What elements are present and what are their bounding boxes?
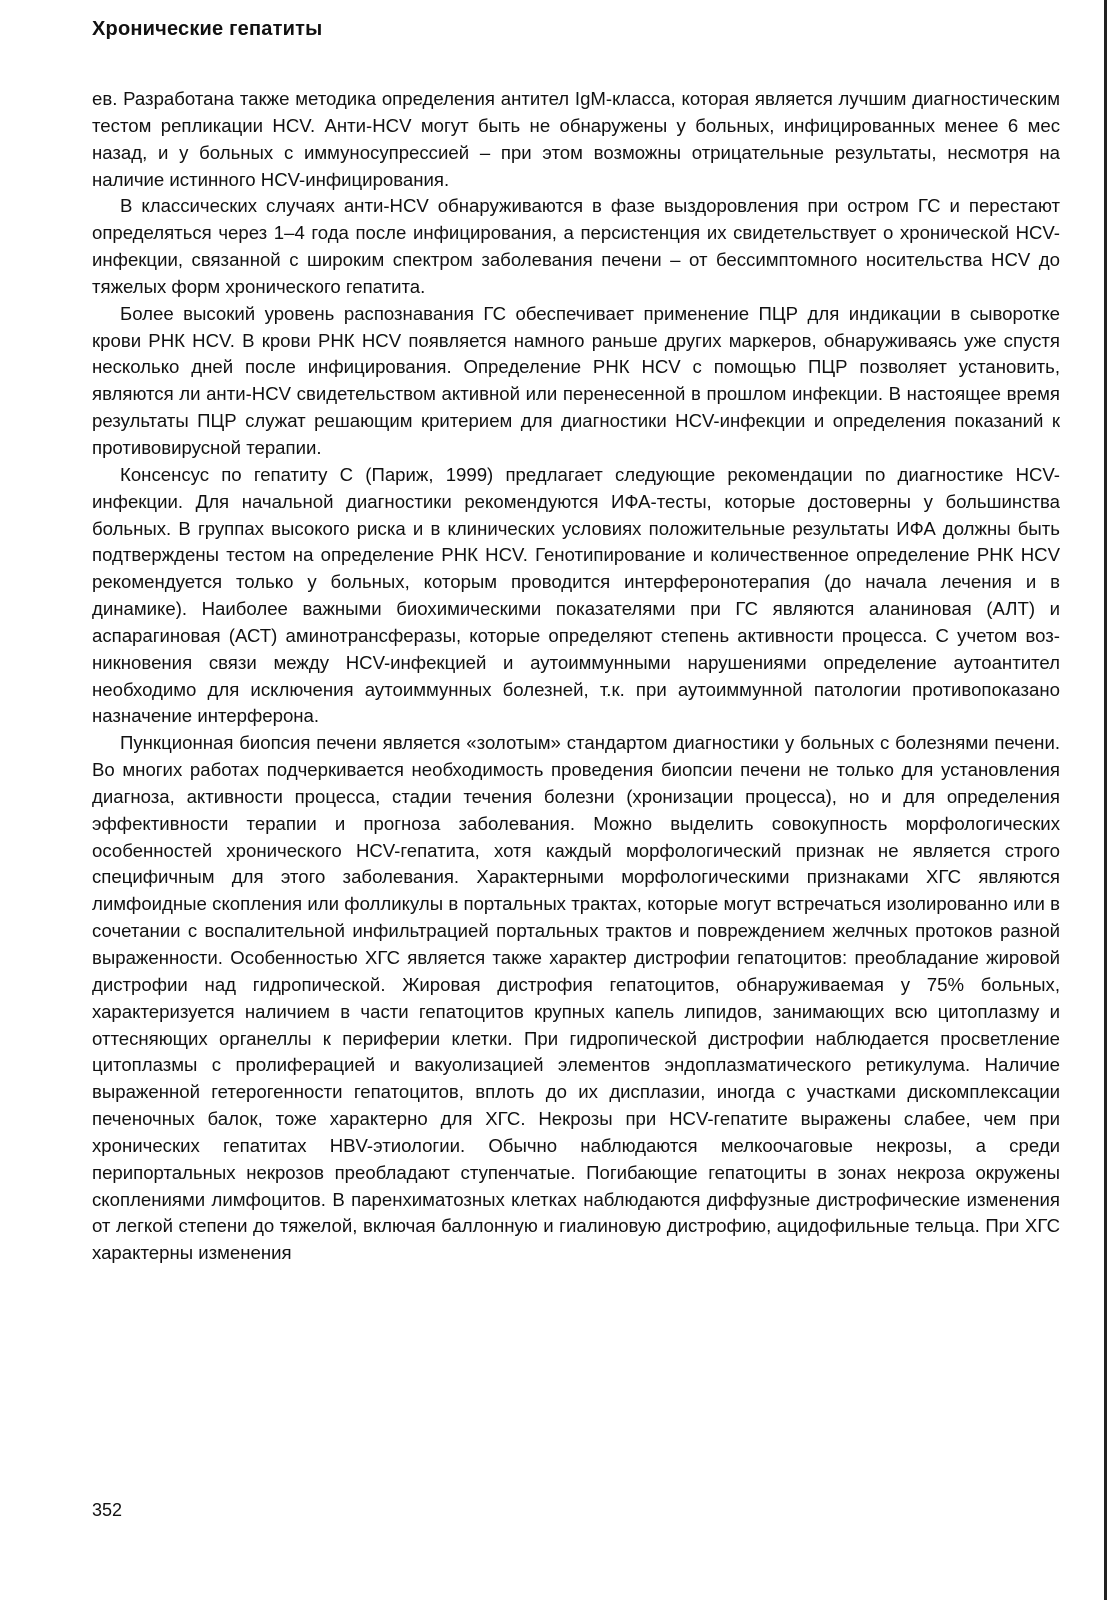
scan-edge-line — [1104, 0, 1107, 1600]
paragraph-5: Пункционная биопсия печени является «золотым» стандартом диагностики у больных с болезнями печени. Во многих работах подчеркивается необходимость проведения биопсии печени не только для установления диагноза, активности процесса, стадии течения болезни (хронизации процесса), но и для определения эффективности терапии и прогноза заболевания. Можно выделить совокупность морфологических особенностей хронического HCV-гепатита, хотя каждый морфологический признак не является строго специфичным для этого заболевания. Характерными морфологическими признаками ХГС являются лимфоидные скопления или фолликулы в портальных трактах, которые могут встречаться изолированно или в сочетании с воспалительной инфильтрацией портальных трактов и повреждением желчных протоков разной выраженности. Особенностью ХГС является также характер дистрофии гепатоцитов: преобладание жировой дистрофии над гидропической. Жировая дистрофия гепатоцитов, обнаруживаемая у 75% больных, характеризуется наличием в части гепатоцитов крупных капель липидов, занимающих всю цитоплазму и оттесняющих органеллы к периферии клетки. При гидропической дистрофии наблюдается просветление цитоплазмы с пролиферацией и вакуолизацией элементов эндоплазматического ретикулума. Наличие выраженной гетерогенности гепатоцитов, вплоть до их дисплазии, иногда с участками дискомплексации печеночных балок, тоже характерно для ХГС. Некрозы при HCV-гепатите выражены слабее, чем при хронических гепатитах HBV-этиологии. Обычно наблюдаются мелкоочаговые некрозы, а среди перипортальных некрозов преобладают ступенчатые. Погибающие гепатоциты в зонах некроза окружены скоплениями лимфоцитов. В паренхиматозных клетках наблюдаются диффузные дистрофические изменения от легкой степени до тяжелой, включая баллонную и гиалиновую дистрофию, ацидофильные тельца. При ХГС характерны изменения — [92, 732, 1060, 1264]
paragraph-2: В классических случаях анти-HCV обнаруживаются в фазе выздоровления при остром ГС и перестают определяться через 1–4 года после инфицирования, а персистенция их свидетельствует о хронической HCV-инфекции, связанной с широким спектром заболевания печени – от бессимптомного носительства HCV до тяжелых форм хронического гепатита. — [92, 195, 1060, 297]
running-head: Хронические гепатиты — [92, 18, 323, 40]
paragraph-3: Более высокий уровень распознавания ГС обеспечивает применение ПЦР для индикации в сыворотке крови РНК HCV. В крови РНК HCV появляется намного раньше других маркеров, обнаруживаясь уже спустя несколько дней после инфицирования. Определение РНК HCV с помощью ПЦР позволяет установить, являются ли анти-HCV свидетельством активной или перенесенной в прошлом инфекции. В настоящее время результаты ПЦР служат решающим критерием для диагностики HCV-инфекции и определения показаний к противовирусной терапии. — [92, 302, 1060, 458]
paragraph-4: Консенсус по гепатиту С (Париж, 1999) предлагает следующие рекомендации по диагностике HCV-инфекции. Для начальной диагностики рекомендуются ИФА-тесты, которые достоверны у большинства больных. В группах высокого риска и в клинических условиях положительные результаты ИФА должны быть подтверждены тестом на определение РНК HCV. Генотипирование и количественное определение РНК HCV рекомендуется только у больных, которым проводится интерферонотерапия (до начала лечения и в динамике). Наиболее важными биохимическими показателями при ГС являются аланиновая (АЛТ) и аспарагиновая (АСТ) аминотрансферазы, которые определяют степень активности процесса. С учетом возникновения связи между HCV-инфекцией и аутоиммунными нарушениями определение аутоантител необходимо для исключения аутоиммунных болезней, т.к. при аутоиммунной патологии противопоказано назначение интерферона. — [92, 463, 1060, 727]
body-text — [92, 86, 1060, 1267]
paragraph-1: ев. Разработана также методика определения антител IgM-класса, которая является лучшим диагностическим тестом репликации HCV. Анти-HCV могут быть не обнаружены у больных, инфицированных менее 6 мес назад, и у больных с иммуносупрессией – при этом возможны отрицательные результаты, несмотря на наличие истинного HCV-инфицирования. — [92, 88, 1060, 190]
page-number: 352 — [92, 1500, 123, 1520]
